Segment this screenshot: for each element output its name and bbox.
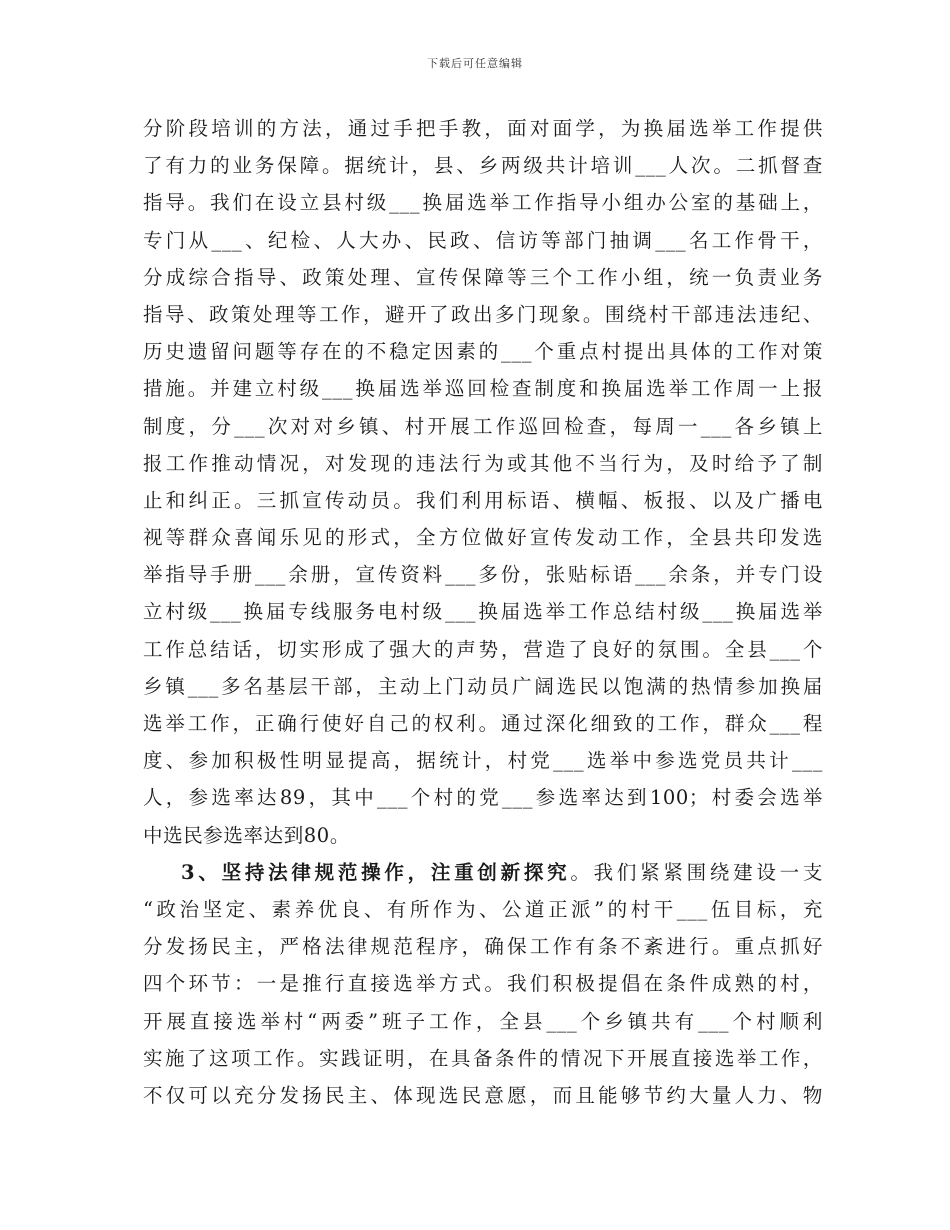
text-line: 乡镇___多名基层干部，主动上门动员广阔选民以饱满的热情参加换届 — [143, 674, 823, 698]
text-line: 实施了这项工作。实践证明，在具备条件的情况下开展直接选举工作， — [143, 1046, 823, 1070]
text-line: 四个环节：一是推行直接选举方式。我们积极提倡在条件成熟的村， — [143, 972, 823, 996]
text-line: 历史遗留问题等存在的不稳定因素的___个重点村提出具体的工作对策 — [143, 340, 823, 364]
paragraph-1 — [143, 110, 823, 854]
paragraph-2 — [143, 854, 823, 1114]
text-line: 制度，分___次对对乡镇、村开展工作巡回检查，每周一___各乡镇上 — [143, 414, 823, 438]
text-line: 工作总结话，切实形成了强大的声势，营造了良好的氛围。全县___个 — [143, 637, 823, 661]
section-heading-line — [143, 854, 823, 891]
text-line: 开展直接选举村“两委”班子工作，全县___个乡镇共有___个村顺利 — [143, 1009, 823, 1033]
text-line: 止和纠正。三抓宣传动员。我们利用标语、横幅、板报、以及广播电 — [143, 488, 823, 512]
text-line: 度、参加积极性明显提高，据统计，村党___选举中参选党员共计___ — [143, 749, 823, 773]
text-line: 措施。并建立村级___换届选举巡回检查制度和换届选举工作周一上报 — [143, 377, 823, 401]
text-line: 分成综合指导、政策处理、宣传保障等三个工作小组，统一负责业务 — [143, 265, 823, 289]
text-line: 人，参选率达89，其中___个村的党___参选率达到100；村委会选举 — [143, 786, 823, 810]
page-header: 下载后可任意编辑 — [427, 57, 523, 70]
heading-line-rest: 。我们紧紧围绕建设一支 — [570, 860, 823, 884]
text-line: 专门从___、纪检、人大办、民政、信访等部门抽调___名工作骨干， — [143, 228, 823, 252]
text-line: “政治坚定、素养优良、有所作为、公道正派”的村干___伍目标，充 — [143, 897, 823, 921]
text-line: 报工作推动情况，对发现的违法行为或其他不当行为，及时给予了制 — [143, 451, 823, 475]
text-line: 分阶段培训的方法，通过手把手教，面对面学，为换届选举工作提供 — [143, 117, 823, 140]
text-line: 举指导手册___余册，宣传资料___多份，张贴标语___余条，并专门设 — [143, 563, 823, 587]
section-heading: 3、坚持法律规范操作，注重创新探究 — [181, 860, 571, 884]
text-line: 不仅可以充分发扬民主、体现选民意愿，而且能够节约大量人力、物 — [143, 1083, 823, 1107]
text-line: 指导。我们在设立县村级___换届选举工作指导小组办公室的基础上， — [143, 191, 823, 215]
text-line: 选举工作，正确行使好自己的权利。通过深化细致的工作，群众___程 — [143, 712, 823, 735]
text-line: 视等群众喜闻乐见的形式，全方位做好宣传发动工作，全县共印发选 — [143, 526, 823, 550]
text-line: 中选民参选率达到80。 — [143, 823, 350, 847]
text-line: 了有力的业务保障。据统计，县、乡两级共计培训___人次。二抓督查 — [143, 154, 823, 178]
text-line: 指导、政策处理等工作，避开了政出多门现象。围绕村干部违法违纪、 — [143, 302, 823, 326]
document-body — [143, 110, 823, 1114]
text-line: 分发扬民主，严格法律规范程序，确保工作有条不紊进行。重点抓好 — [143, 935, 823, 959]
text-line: 立村级___换届专线服务电村级___换届选举工作总结村级___换届选举 — [143, 600, 823, 624]
